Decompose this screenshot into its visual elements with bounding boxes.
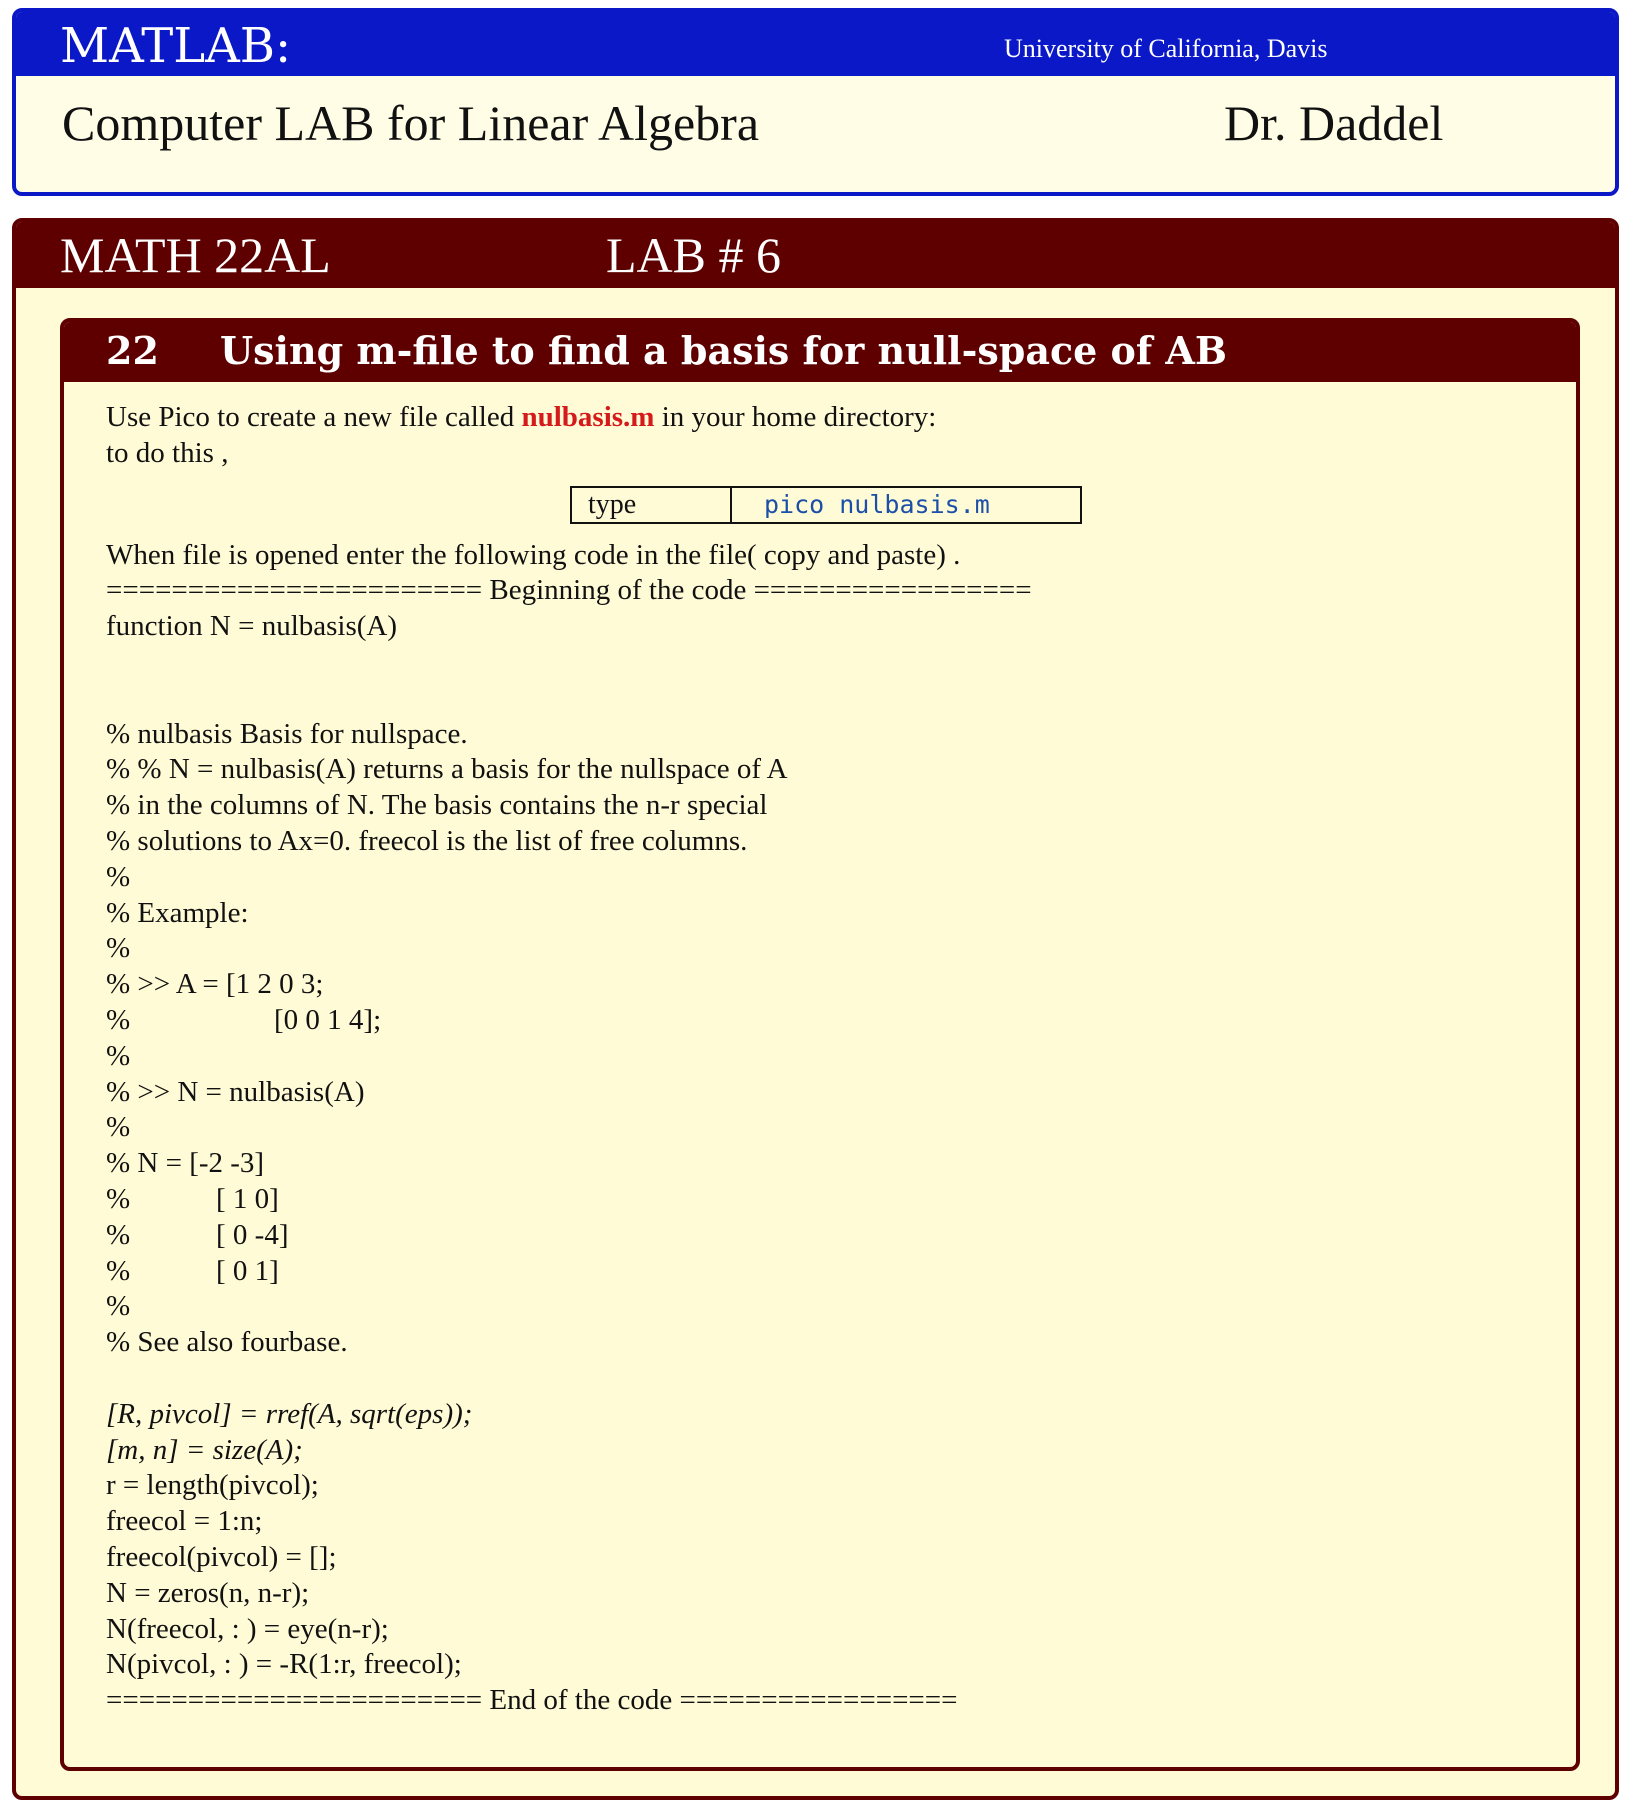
code-comment: % >> N = nulbasis(A) — [106, 1075, 365, 1108]
blank-line — [106, 1361, 1556, 1397]
instructions: When file is opened enter the following code in the file( copy and paste) . — [106, 538, 961, 571]
command-table — [570, 486, 1082, 524]
code-comment: % — [106, 932, 131, 965]
code-body-line: freecol = 1:n; — [106, 1505, 263, 1538]
course-title: Computer LAB for Linear Algebra — [62, 95, 760, 151]
code-begin-marker: ======================= Beginning of the code ================= — [106, 574, 1032, 607]
app-title: MATLAB: — [60, 18, 292, 74]
code-comment: % — [106, 1290, 131, 1323]
code-comment-n-row — [106, 1182, 1556, 1218]
code-body-line: N(pivcol, : ) = -R(1:r, freecol); — [106, 1648, 462, 1681]
section-header — [64, 322, 1576, 382]
lab-bar — [16, 222, 1615, 288]
blank-line — [106, 645, 1556, 681]
code-comment-n-row — [106, 1254, 1556, 1290]
code-comment: % nulbasis Basis for nullspace. — [106, 717, 468, 750]
code-comment: % % N = nulbasis(A) returns a basis for the nullspace of A — [106, 753, 788, 786]
instructor-name: Dr. Daddel — [1224, 95, 1444, 151]
command-label: type — [571, 487, 731, 523]
filename-highlight: nulbasis.m — [521, 401, 655, 433]
example-row2-text: [0 0 1 4]; — [274, 1003, 382, 1036]
code-end-marker: ======================= End of the code ================= — [106, 1684, 958, 1717]
header-box — [12, 8, 1619, 196]
n-row-text: [ 0 -4] — [216, 1218, 289, 1251]
comment-prefix: % — [106, 1003, 131, 1036]
course-code: MATH 22AL — [60, 227, 331, 283]
section-number: 22 — [106, 328, 159, 373]
section-box — [60, 318, 1580, 1771]
code-comment-example-row2 — [106, 1003, 1556, 1039]
n-row-text: [ 0 1] — [216, 1254, 279, 1287]
section-title: Using m-file to find a basis for null-space of AB — [220, 328, 1228, 373]
section-content — [106, 400, 1556, 1719]
code-comment: % See also fourbase. — [106, 1326, 348, 1359]
n-row-text: [ 1 0] — [216, 1182, 279, 1215]
comment-prefix: % — [106, 1218, 131, 1251]
header-bar — [16, 12, 1615, 76]
code-comment: % >> A = [1 2 0 3; — [106, 968, 324, 1001]
blank-line — [106, 681, 1556, 717]
lab-number: LAB # 6 — [606, 227, 781, 283]
code-function-line: function N = nulbasis(A) — [106, 610, 398, 643]
intro-text-before: Use Pico to create a new file called — [106, 401, 522, 433]
code-body-line: freecol(pivcol) = []; — [106, 1540, 337, 1573]
code-size-line: [m, n] = size(A); — [106, 1433, 303, 1466]
university-name: University of California, Davis — [1004, 34, 1328, 63]
code-comment: % solutions to Ax=0. freecol is the list of free columns. — [106, 824, 748, 857]
header-body — [16, 76, 1615, 196]
code-rref-line: [R, pivcol] = rref(A, sqrt(eps)); — [106, 1397, 473, 1430]
comment-prefix: % — [106, 1182, 131, 1215]
comment-prefix: % — [106, 1254, 131, 1287]
code-comment-n-row — [106, 1218, 1556, 1254]
code-comment: % — [106, 860, 131, 893]
intro-line-2: to do this , — [106, 436, 229, 469]
code-comment: % N = [-2 -3] — [106, 1147, 265, 1180]
code-comment: % — [106, 1111, 131, 1144]
command-text: pico nulbasis.m — [731, 487, 1081, 523]
intro-text-after: in your home directory: — [654, 401, 937, 433]
intro-line — [106, 400, 1556, 436]
code-comment: % — [106, 1039, 131, 1072]
code-body-line: N(freecol, : ) = eye(n-r); — [106, 1612, 389, 1645]
code-body-line: N = zeros(n, n-r); — [106, 1576, 310, 1609]
code-comment: % in the columns of N. The basis contains the n-r special — [106, 789, 768, 822]
lab-box — [12, 218, 1619, 1800]
code-body-line: r = length(pivcol); — [106, 1469, 319, 1502]
code-comment: % Example: — [106, 896, 249, 929]
